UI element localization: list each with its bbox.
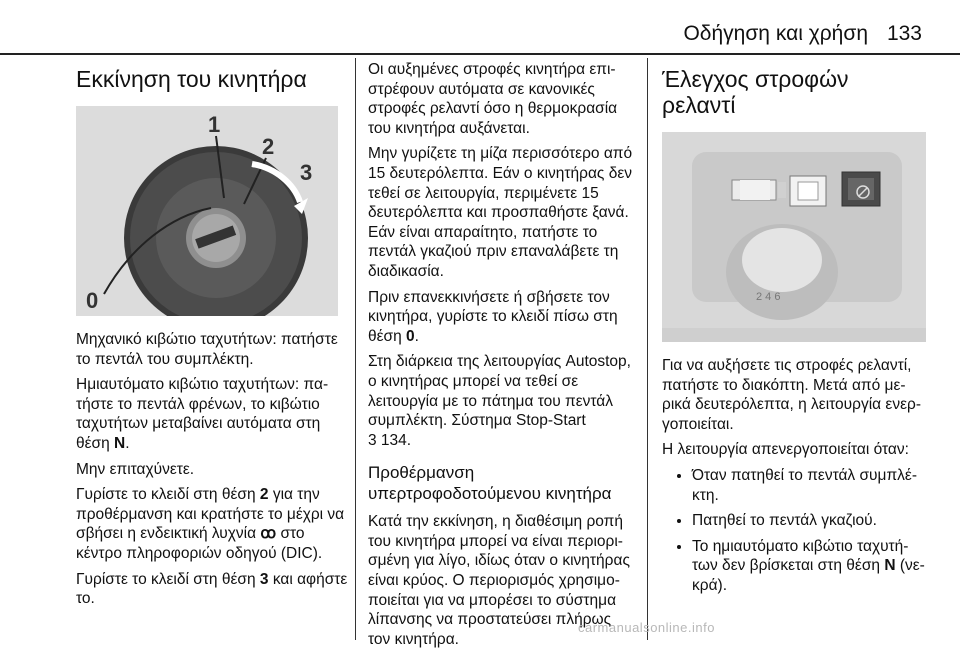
list-item: • Το ημιαυτόματο κιβώτιο ταχυτήτων δεν βρίσκεται στη θέση N (νεκρά). [692, 537, 926, 596]
running-title: Οδήγηση και χρήση [683, 22, 868, 45]
column-divider-1 [355, 58, 356, 640]
ignition-switch-illustration [76, 106, 338, 316]
paragraph-increase-idle: Για να αυξήσετε τις στροφές ρελαντί, πατήστε το διακόπτη. Μετά από μερικά δευτερόλεπτα, η λειτουργία ενεργοποιείται. [662, 357, 921, 433]
list-item: • Πατηθεί το πεντάλ γκαζιού. [692, 511, 926, 531]
watermark: carmanualsonline.info [578, 620, 715, 635]
column-3 [662, 60, 926, 602]
paragraph-starter-limit: Μην γυρίζετε τη μίζα περισσότερο από 15 δευτερόλεπτα. Εάν ο κινητήρας δεν τεθεί σε λειτουργία, περιμένετε 15 δευτερόλεπτα και προσπαθήστε ξανά. Εάν είναι απαραίτητο, πατήστε το πεντάλ γκαζιού πριν επαναλάβετε τη διαδικασία. [368, 145, 633, 280]
idle-switch-figure [662, 132, 926, 342]
paragraph-turn-key-3: Γυρίστε το κλειδί στη θέση 3 και αφήστε το. [76, 570, 348, 608]
column-2 [368, 60, 634, 655]
position-2-label: 2 [262, 134, 275, 159]
page-header [0, 0, 960, 58]
gear-pattern-label: 2 4 6 [756, 291, 781, 303]
cross-reference-link[interactable]: 3 134. [368, 431, 412, 449]
section-heading-engine-start: Εκκίνηση του κινητήρα [76, 66, 307, 92]
page-number: 133 [886, 22, 922, 45]
header-rule [0, 53, 960, 55]
paragraph-manual-transmission: Μηχανικό κιβώτιο ταχυτήτων: πατήστε το πεντάλ του συμπλέκτη. [76, 331, 338, 368]
paragraph-autostop: Στη διάρκεια της λειτουργίας Autostop, ο κινητήρας μπορεί να τεθεί σε λειτουργία με το πάτημα του πεντάλ συμπλέκτη. Σύστημα Stop-Start 3 134. [368, 353, 631, 449]
position-3-label: 3 [300, 160, 313, 185]
list-item: • Όταν πατηθεί το πεντάλ συμπλέκτη. [692, 466, 926, 505]
center-console-illustration [662, 132, 926, 342]
section-heading-idle-control: Έλεγχος στροφών ρελαντί [662, 66, 849, 118]
ignition-switch-figure [76, 106, 338, 316]
paragraph-restart: Πριν επανεκκινήσετε ή σβήσετε τον κινητήρα, γυρίστε το κλειδί πίσω στη θέση 0. [368, 288, 618, 345]
paragraph-preheat: Γυρίστε το κλειδί στη θέση 2 για την προθέρμανση και κρατήστε το μέχρι να σβήσει η ενδεικτική λυχνία ꝏ στο κέντρο πληροφοριών οδηγού (DIC). [76, 486, 345, 562]
position-0-label: 0 [86, 288, 99, 313]
paragraph-torque-limit: Κατά την εκκίνηση, η διαθέσιμη ροπή του κινητήρα μπορεί να είναι περιορισμένη για λίγο, ιδίως όταν ο κινητήρας είναι κρύος. Ο περιορισμός χρησιμοποιείται για να μπορέσει το σύστημα λίπανσης να προστατεύσει πλήρως τον κινητήρα. [368, 513, 630, 648]
column-1 [76, 60, 348, 615]
paragraph-semiautomatic: Ημιαυτόματο κιβώτιο ταχυτήτων: πατήστε το πεντάλ φρένων, το κιβώτιο ταχυτήτων μεταβαίνει αυτόματα στη θέση N. [76, 376, 329, 452]
position-1-label: 1 [208, 112, 221, 137]
column-divider-2 [647, 58, 648, 640]
paragraph-deactivation: Η λειτουργία απενεργοποιείται όταν: [662, 441, 909, 459]
deactivation-list [662, 466, 926, 596]
paragraph-idle-return: Οι αυξημένες στροφές κινητήρα επιστρέφουν αυτόματα σε κανονικές στροφές ρελαντί όσο η θερμοκρασία του κινητήρα αυξάνεται. [368, 61, 618, 137]
glow-plug-icon: ꝏ [260, 525, 277, 543]
paragraph-no-accelerate: Μην επιταχύνετε. [76, 460, 195, 478]
section-heading-turbo-preheat: Προθέρμανση υπερτροφοδοτούμενου κινητήρα [368, 463, 612, 504]
